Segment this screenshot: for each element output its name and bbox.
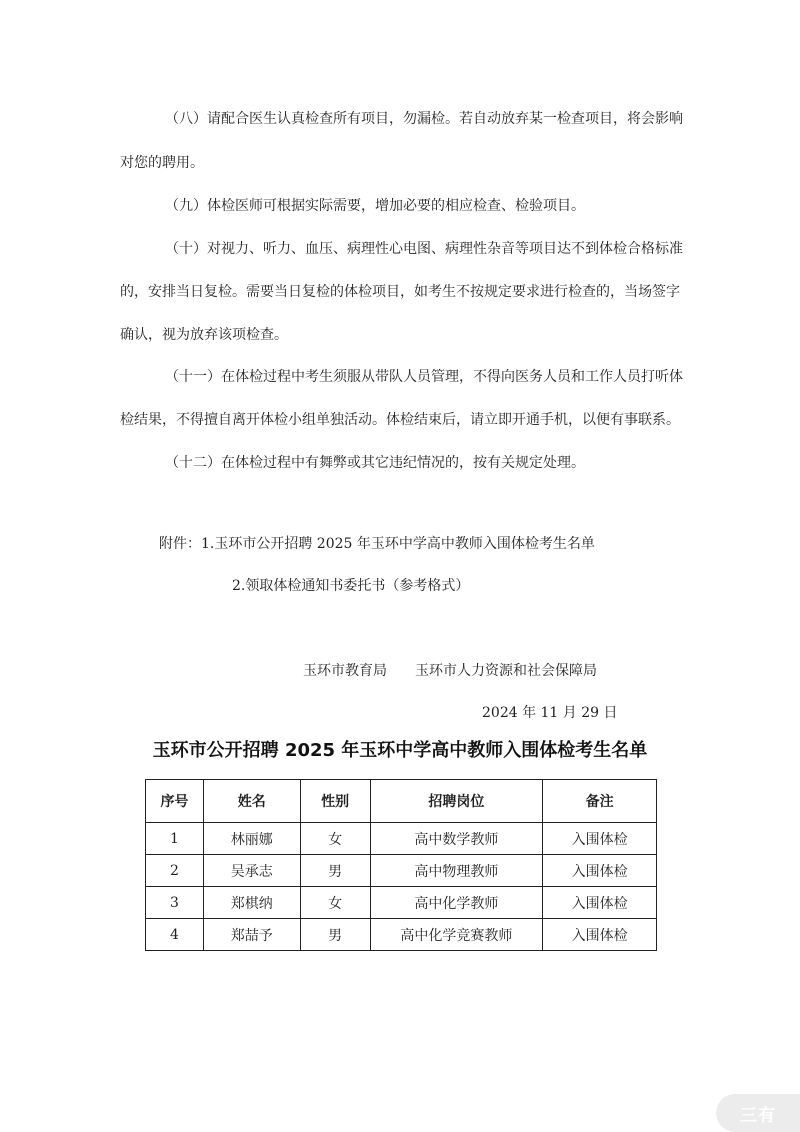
issuer-names: 玉环市教育局 玉环市人力资源和社会保障局 bbox=[303, 663, 597, 679]
cell-remark: 入围体检 bbox=[543, 823, 657, 855]
item-10-line-2: 的，安排当日复检。需要当日复检的体检项目，如考生不按规定要求进行检查的，当场签字 bbox=[120, 284, 680, 300]
header-position: 招聘岗位 bbox=[370, 780, 543, 823]
roster-title: 玉环市公开招聘 2025 年玉环中学高中教师入围体检考生名单 bbox=[152, 740, 648, 761]
header-remark: 备注 bbox=[543, 780, 657, 823]
cell-position: 高中数学教师 bbox=[370, 823, 543, 855]
cell-name: 林丽娜 bbox=[203, 823, 300, 855]
cell-gender: 男 bbox=[300, 855, 370, 887]
table-header-row bbox=[146, 780, 657, 823]
cell-position: 高中化学教师 bbox=[370, 887, 543, 919]
item-8-line-2: 对您的聘用。 bbox=[120, 155, 204, 171]
attachment-line-2: 2.领取体检通知书委托书（参考格式） bbox=[232, 578, 470, 594]
item-11-line-1: （十一）在体检过程中考生须服从带队人员管理，不得向医务人员和工作人员打听体 bbox=[165, 369, 683, 385]
cell-index: 2 bbox=[146, 855, 204, 887]
cell-remark: 入围体检 bbox=[543, 855, 657, 887]
item-8-line-1: （八）请配合医生认真检查所有项目，勿漏检。若自动放弃某一检查项目，将会影响 bbox=[165, 111, 683, 127]
cell-index: 1 bbox=[146, 823, 204, 855]
cell-name: 吴承志 bbox=[203, 855, 300, 887]
cell-gender: 男 bbox=[300, 919, 370, 951]
header-index: 序号 bbox=[146, 780, 204, 823]
header-gender: 性别 bbox=[300, 780, 370, 823]
cell-name: 郑棋纳 bbox=[203, 887, 300, 919]
cell-position: 高中化学竞赛教师 bbox=[370, 919, 543, 951]
cell-index: 4 bbox=[146, 919, 204, 951]
table-row bbox=[146, 823, 657, 855]
header-name: 姓名 bbox=[203, 780, 300, 823]
cell-remark: 入围体检 bbox=[543, 887, 657, 919]
cell-name: 郑喆予 bbox=[203, 919, 300, 951]
attachment-line-1: 附件：1.玉环市公开招聘 2025 年玉环中学高中教师入围体检考生名单 bbox=[159, 536, 595, 552]
table-row bbox=[146, 887, 657, 919]
cell-index: 3 bbox=[146, 887, 204, 919]
item-10-line-3: 确认，视为放弃该项检查。 bbox=[120, 327, 288, 343]
table-row bbox=[146, 855, 657, 887]
item-10-line-1: （十）对视力、听力、血压、病理性心电图、病理性杂音等项目达不到体检合格标准 bbox=[165, 241, 683, 257]
cell-gender: 女 bbox=[300, 887, 370, 919]
cell-remark: 入围体检 bbox=[543, 919, 657, 951]
issue-date: 2024 年 11 月 29 日 bbox=[482, 705, 618, 721]
item-9-line-1: （九）体检医师可根据实际需要，增加必要的相应检查、检验项目。 bbox=[165, 198, 585, 214]
cell-position: 高中物理教师 bbox=[370, 855, 543, 887]
table-row bbox=[146, 919, 657, 951]
cell-gender: 女 bbox=[300, 823, 370, 855]
item-12-line-1: （十二）在体检过程中有舞弊或其它违纪情况的，按有关规定处理。 bbox=[165, 455, 585, 471]
item-11-line-2: 检结果，不得擅自离开体检小组单独活动。体检结束后，请立即开通手机，以便有事联系。 bbox=[120, 412, 680, 428]
floating-menu-button[interactable]: 三有 bbox=[716, 1094, 800, 1132]
roster-table bbox=[145, 779, 657, 951]
